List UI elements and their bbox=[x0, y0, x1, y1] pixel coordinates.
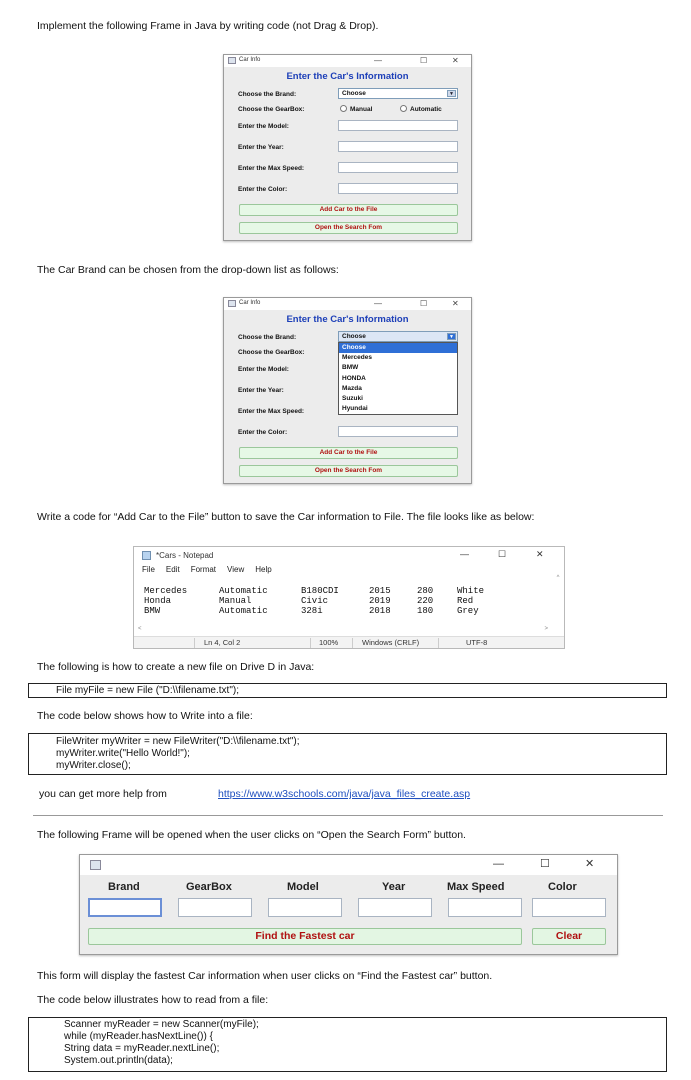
cell: 2019 bbox=[369, 596, 391, 606]
gearbox-label: Choose the GearBox: bbox=[238, 349, 305, 356]
cell: 2018 bbox=[369, 606, 391, 616]
cell: Civic bbox=[301, 596, 329, 606]
code-line: String data = myReader.nextLine(); bbox=[64, 1043, 220, 1054]
status-zoom: 100% bbox=[319, 638, 339, 647]
form-heading: Enter the Car's Information bbox=[286, 314, 409, 325]
manual-radio-label: Manual bbox=[350, 106, 373, 113]
cell: 280 bbox=[417, 586, 434, 596]
menu-help[interactable]: Help bbox=[255, 565, 272, 574]
intro-text: Implement the following Frame in Java by writing code (not Drag & Drop). bbox=[37, 20, 379, 32]
chevron-right-icon[interactable]: > bbox=[544, 626, 548, 632]
cell: Mercedes bbox=[144, 586, 188, 596]
write-code-text: The code below shows how to Write into a file: bbox=[37, 710, 253, 722]
dropdown-option[interactable]: BMW bbox=[342, 364, 359, 372]
code-line: myWriter.write("Hello World!"); bbox=[56, 748, 190, 759]
search-form-window bbox=[79, 854, 618, 955]
status-separator bbox=[352, 638, 353, 648]
read-text: The code below illustrates how to read from a file: bbox=[37, 994, 269, 1006]
automatic-radio[interactable] bbox=[400, 105, 442, 113]
code-line: while (myReader.hasNextLine()) { bbox=[64, 1031, 213, 1042]
add-car-button[interactable]: Add Car to the File bbox=[239, 204, 458, 216]
search-titlebar bbox=[80, 855, 617, 875]
file-row bbox=[144, 606, 544, 616]
open-search-button[interactable]: Open the Search Fom bbox=[239, 222, 458, 234]
form-heading: Enter the Car's Information bbox=[286, 71, 409, 82]
file-row bbox=[144, 596, 544, 606]
divider bbox=[33, 815, 663, 816]
cell: 180 bbox=[417, 606, 434, 616]
car-info-window bbox=[223, 54, 472, 241]
model-label: Enter the Model: bbox=[238, 366, 289, 373]
maximize-icon[interactable]: ☐ bbox=[498, 549, 507, 559]
gearbox-label: Choose the GearBox: bbox=[238, 106, 305, 113]
find-fastest-button[interactable]: Find the Fastest car bbox=[88, 928, 522, 945]
brand-select[interactable] bbox=[338, 88, 458, 99]
close-icon[interactable]: ✕ bbox=[452, 56, 459, 65]
notepad-icon bbox=[142, 551, 151, 560]
color-field[interactable] bbox=[532, 898, 606, 917]
minimize-icon[interactable]: — bbox=[374, 56, 382, 65]
help-text: you can get more help from bbox=[39, 788, 167, 800]
status-separator bbox=[438, 638, 439, 648]
close-icon[interactable]: ✕ bbox=[585, 858, 595, 870]
chevron-left-icon[interactable]: < bbox=[138, 626, 142, 632]
radio-circle-icon bbox=[340, 105, 347, 112]
year-label: Enter the Year: bbox=[238, 387, 284, 394]
cell: 328i bbox=[301, 606, 323, 616]
dropdown-text: The Car Brand can be chosen from the drop-down list as follows: bbox=[37, 264, 339, 276]
cell: 2015 bbox=[369, 586, 391, 596]
status-encoding: UTF-8 bbox=[466, 638, 488, 647]
menu-file[interactable]: File bbox=[142, 565, 155, 574]
chevron-down-icon: ▼ bbox=[447, 90, 456, 97]
notepad-window bbox=[133, 546, 565, 649]
cell: BMW bbox=[144, 606, 161, 616]
brand-label: Choose the Brand: bbox=[238, 91, 297, 98]
chevron-down-icon: ▼ bbox=[447, 333, 456, 340]
gearbox-field[interactable] bbox=[178, 898, 252, 917]
newfile-code-box bbox=[28, 683, 667, 698]
brand-select[interactable] bbox=[338, 331, 458, 342]
dropdown-option[interactable]: Choose bbox=[339, 343, 457, 353]
notepad-statusbar bbox=[134, 636, 564, 648]
code-line: System.out.println(data); bbox=[64, 1055, 173, 1066]
dropdown-option[interactable]: Hyundai bbox=[342, 405, 368, 413]
status-position: Ln 4, Col 2 bbox=[204, 638, 241, 647]
window-title: Car Info bbox=[239, 57, 261, 63]
cell: Automatic bbox=[219, 606, 268, 616]
year-input[interactable] bbox=[338, 141, 458, 152]
open-search-button[interactable]: Open the Search Fom bbox=[239, 465, 458, 477]
cell: Automatic bbox=[219, 586, 268, 596]
write-code-box bbox=[28, 733, 667, 775]
notepad-content[interactable] bbox=[144, 586, 544, 622]
max-speed-header: Max Speed bbox=[447, 881, 505, 893]
clear-button[interactable]: Clear bbox=[532, 928, 606, 945]
status-line-endings: Windows (CRLF) bbox=[362, 638, 420, 647]
java-app-icon bbox=[90, 860, 101, 870]
newfile-text: The following is how to create a new file on Drive D in Java: bbox=[37, 661, 315, 673]
java-app-icon bbox=[228, 57, 236, 64]
cell: 220 bbox=[417, 596, 434, 606]
dropdown-option[interactable]: Mazda bbox=[342, 384, 362, 392]
menu-format[interactable]: Format bbox=[190, 565, 217, 574]
color-label: Enter the Color: bbox=[238, 186, 288, 193]
code-line: Scanner myReader = new Scanner(myFile); bbox=[64, 1019, 259, 1030]
car-info-titlebar bbox=[224, 55, 471, 67]
max-speed-field[interactable] bbox=[448, 898, 522, 917]
model-field[interactable] bbox=[268, 898, 342, 917]
notepad-title: *Cars - Notepad bbox=[156, 551, 214, 560]
brand-select-value: Choose bbox=[342, 333, 366, 340]
model-input[interactable] bbox=[338, 120, 458, 131]
dropdown-option[interactable]: HONDA bbox=[342, 374, 366, 382]
cell: Manual bbox=[219, 596, 252, 606]
status-separator bbox=[310, 638, 311, 648]
speed-input[interactable] bbox=[338, 162, 458, 173]
model-header: Model bbox=[287, 881, 319, 893]
year-header: Year bbox=[382, 881, 406, 893]
automatic-radio-label: Automatic bbox=[410, 106, 442, 113]
minimize-icon[interactable]: — bbox=[460, 549, 469, 559]
color-label: Enter the Color: bbox=[238, 429, 288, 436]
manual-radio[interactable] bbox=[340, 105, 372, 113]
status-separator bbox=[194, 638, 195, 648]
cell: Red bbox=[457, 596, 474, 606]
java-app-icon bbox=[228, 300, 236, 307]
minimize-icon[interactable]: — bbox=[374, 299, 382, 308]
speed-label: Enter the Max Speed: bbox=[238, 165, 305, 172]
horizontal-scrollbar[interactable] bbox=[138, 626, 548, 634]
brand-header: Brand bbox=[108, 881, 140, 893]
cell: Honda bbox=[144, 596, 172, 606]
brand-select-value: Choose bbox=[342, 90, 366, 97]
cell: B180CDI bbox=[301, 586, 339, 596]
gearbox-header: GearBox bbox=[186, 881, 232, 893]
notepad-menubar bbox=[142, 565, 283, 574]
file-row bbox=[144, 586, 544, 596]
color-input[interactable] bbox=[338, 183, 458, 194]
menu-edit[interactable]: Edit bbox=[165, 565, 180, 574]
read-code-box bbox=[28, 1017, 667, 1072]
car-info-window-dropdown bbox=[223, 297, 472, 484]
chevron-up-icon[interactable]: ^ bbox=[556, 575, 560, 581]
close-icon[interactable]: ✕ bbox=[536, 549, 544, 559]
cell: Grey bbox=[457, 606, 479, 616]
close-icon[interactable]: ✕ bbox=[452, 299, 459, 308]
model-label: Enter the Model: bbox=[238, 123, 289, 130]
year-label: Enter the Year: bbox=[238, 144, 284, 151]
add-car-button[interactable]: Add Car to the File bbox=[239, 447, 458, 459]
maximize-icon[interactable]: ☐ bbox=[540, 858, 550, 870]
write-instructions: Write a code for “Add Car to the File” button to save the Car information to File. The file looks like as below: bbox=[37, 511, 535, 523]
vertical-scrollbar[interactable] bbox=[554, 575, 562, 627]
brand-dropdown-list bbox=[338, 342, 458, 415]
minimize-icon[interactable]: — bbox=[493, 858, 504, 870]
maximize-icon[interactable]: ☐ bbox=[420, 299, 428, 308]
menu-view[interactable]: View bbox=[227, 565, 245, 574]
window-title: Car Info bbox=[239, 300, 261, 306]
brand-field[interactable] bbox=[88, 898, 162, 917]
code-line: myWriter.close(); bbox=[56, 760, 131, 771]
car-info-titlebar bbox=[224, 298, 471, 310]
dropdown-option[interactable]: Mercedes bbox=[342, 354, 372, 362]
color-header: Color bbox=[548, 881, 577, 893]
code-line: File myFile = new File ("D:\\filename.txt"); bbox=[56, 685, 239, 696]
radio-circle-icon bbox=[400, 105, 407, 112]
search-intro-text: The following Frame will be opened when the user clicks on “Open the Search Form” button. bbox=[37, 829, 466, 841]
speed-label: Enter the Max Speed: bbox=[238, 408, 305, 415]
display-text: This form will display the fastest Car information when user clicks on “Find the Fastest car” button. bbox=[37, 970, 493, 982]
code-line: FileWriter myWriter = new FileWriter("D:\\filename.txt"); bbox=[56, 736, 300, 747]
color-input[interactable] bbox=[338, 426, 458, 437]
w3schools-link[interactable]: https://www.w3schools.com/java/java_files_create.asp bbox=[218, 788, 471, 800]
brand-label: Choose the Brand: bbox=[238, 334, 297, 341]
year-field[interactable] bbox=[358, 898, 432, 917]
cell: White bbox=[457, 586, 485, 596]
dropdown-option[interactable]: Suzuki bbox=[342, 394, 363, 402]
maximize-icon[interactable]: ☐ bbox=[420, 56, 428, 65]
